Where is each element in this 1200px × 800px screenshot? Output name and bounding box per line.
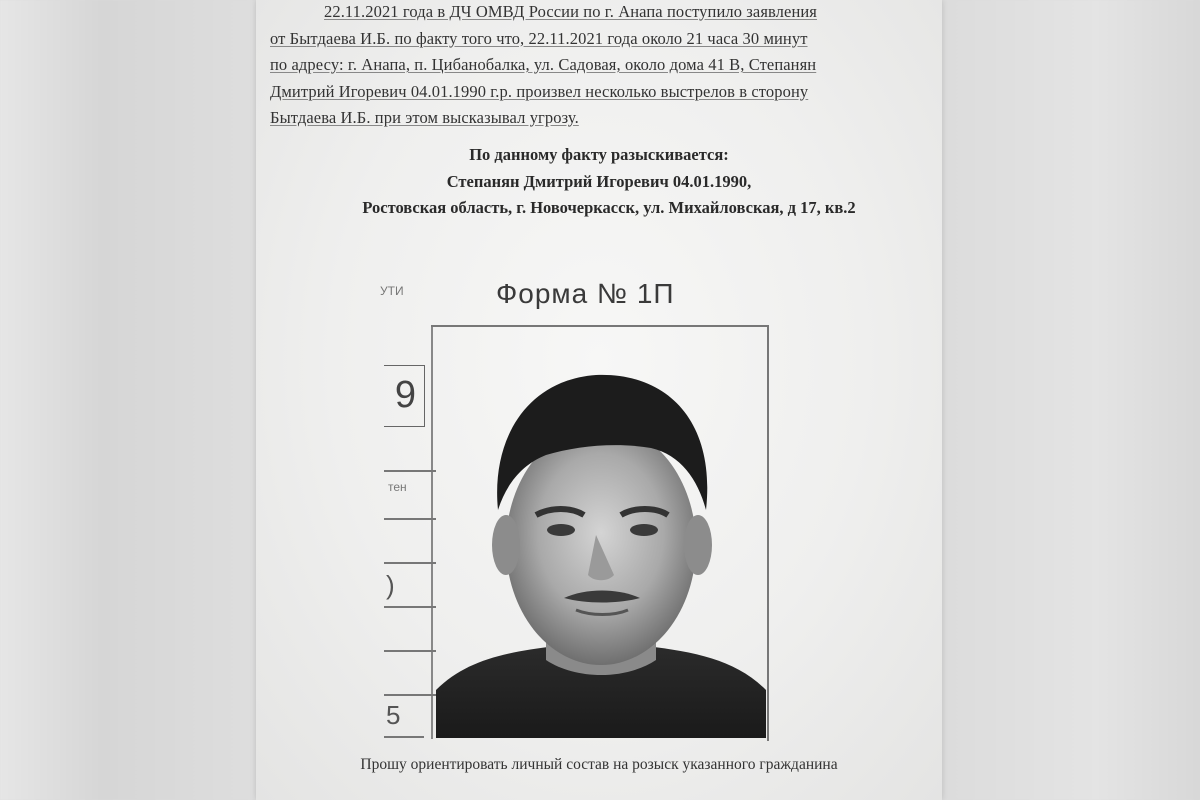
margin-tick	[384, 736, 424, 738]
margin-label-top: УТИ	[380, 284, 404, 298]
margin-glyph: 5	[386, 700, 401, 730]
margin-tick	[384, 606, 436, 608]
margin-tick	[384, 650, 436, 652]
margin-tick	[384, 470, 436, 472]
paragraph-line-2: от Бытдаева И.Б. по факту того что, 22.11.2021 года около 21 часа 30 минут	[270, 28, 808, 48]
paragraph-line-1: 22.11.2021 года в ДЧ ОМВД России по г. Анапа поступило заявления	[324, 2, 817, 21]
form-label: Форма № 1П	[496, 278, 675, 309]
paragraph-line-4: Дмитрий Игоревич 04.01.1990 г.р. произвел несколько выстрелов в сторону	[270, 81, 809, 101]
incident-paragraph	[270, 0, 934, 132]
margin-digit: 9	[394, 374, 416, 416]
margin-label-mid: тен	[388, 480, 407, 494]
wanted-name: Степанян Дмитрий Игоревич 04.01.1990,	[446, 172, 752, 191]
background-right	[942, 0, 1200, 800]
margin-tick	[384, 562, 436, 564]
margin-tick	[384, 694, 436, 696]
background-left	[0, 0, 256, 800]
footer-request: Прошу ориентировать личный состав на розыск указанного гражданина	[360, 756, 838, 773]
paragraph-line-5: Бытдаева И.Б. при этом высказывал угрозу.	[270, 108, 579, 127]
margin-tick	[384, 518, 436, 520]
wanted-address: Ростовская область, г. Новочеркасск, ул. Михайловская, д 17, кв.2	[362, 198, 856, 217]
document-sheet	[256, 0, 942, 800]
margin-glyph: )	[386, 570, 395, 600]
wanted-heading: По данному факту разыскивается:	[469, 145, 729, 164]
suspect-photo	[436, 360, 766, 738]
margin-number-box	[384, 365, 425, 427]
paragraph-line-3: по адресу: г. Анапа, п. Цибанобалка, ул. Садовая, около дома 41 В, Степанян	[270, 55, 817, 74]
